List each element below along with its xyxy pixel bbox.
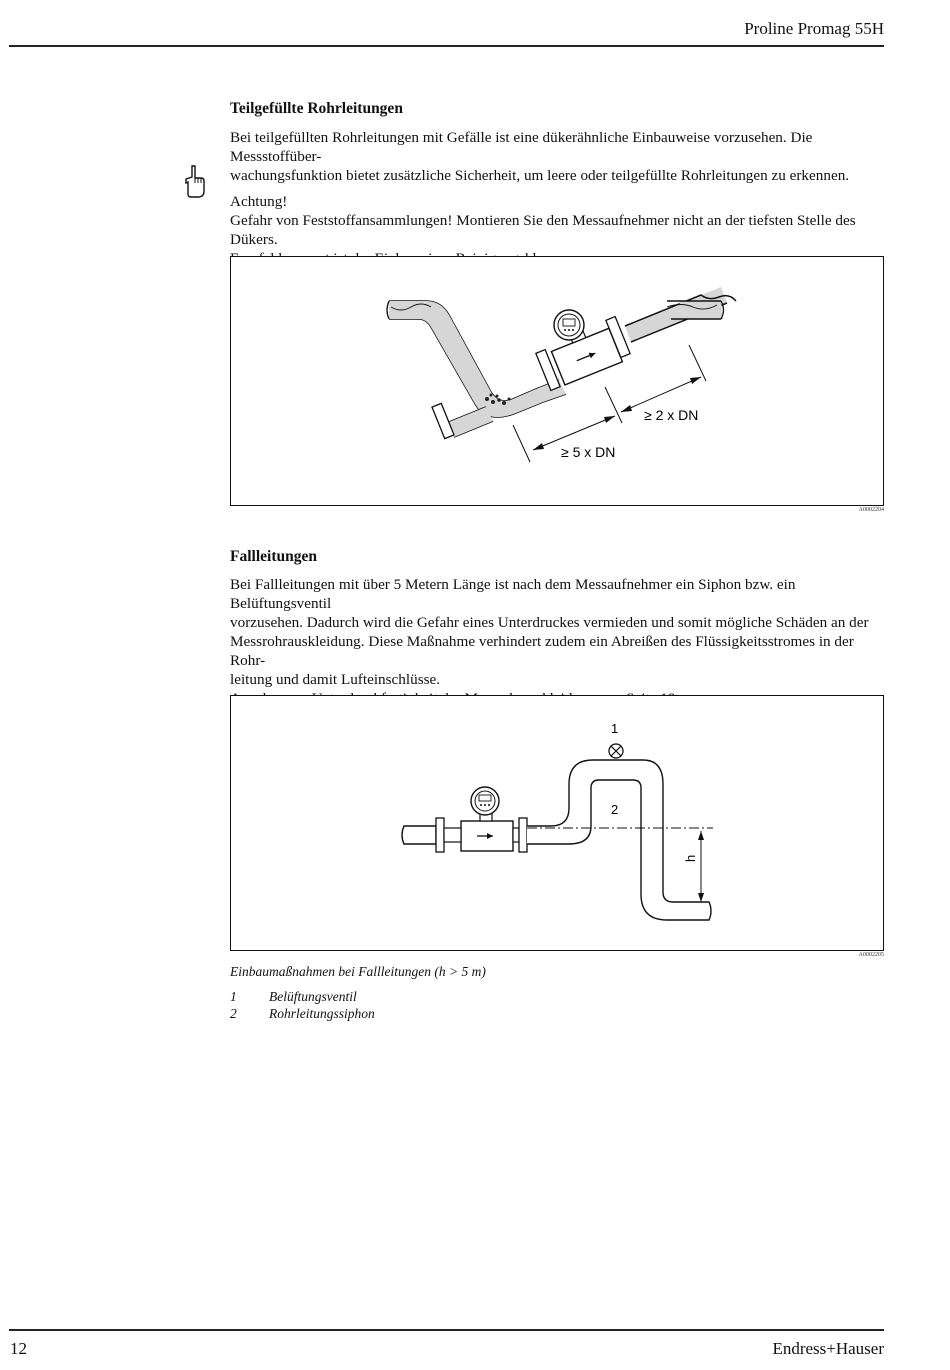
- caution-title: Achtung!: [230, 193, 288, 210]
- label-downstream-length: ≥ 2 x DN: [644, 407, 699, 423]
- paragraph-line: Messrohrauskleidung. Diese Maßnahme verhindert zudem ein Abreißen des Flüssigkeitsstromes in der Rohr-: [230, 633, 854, 669]
- paragraph-line: vorzusehen. Dadurch wird die Gefahr eines Unterdruckes vermieden und somit mögliche Schäden an der: [230, 614, 869, 631]
- footer-rule: [9, 1329, 884, 1331]
- figure-id: A0002205: [858, 952, 884, 958]
- transmitter-head: [554, 310, 584, 340]
- legend-text: Rohrleitungssiphon: [269, 1006, 375, 1021]
- section-downpipes: [230, 547, 884, 708]
- figure-id: A0002204: [858, 507, 884, 513]
- callout-2: 2: [611, 802, 619, 817]
- label-upstream-length: ≥ 5 x DN: [561, 444, 616, 460]
- figure-downpipe-installation: [230, 695, 884, 951]
- brand-name: Endress+Hauser: [772, 1339, 884, 1358]
- caution-line: Gefahr von Feststoffansammlungen! Montieren Sie den Messaufnehmer nicht an der tiefsten Stelle des Dükers.: [230, 212, 856, 248]
- vent-valve-icon: [609, 744, 623, 758]
- transmitter-head: [471, 787, 499, 815]
- legend-text: Belüftungsventil: [269, 989, 357, 1004]
- figure-caption: Einbaumaßnahmen bei Fallleitungen (h > 5 m): [230, 964, 486, 979]
- paragraph-line: wachungsfunktion bietet zusätzliche Sicherheit, um leere oder teilgefüllte Rohrleitungen zu erkennen.: [230, 167, 850, 184]
- legend-item: [230, 989, 357, 1005]
- downpipe-siphon-diagram: [231, 696, 883, 950]
- header-rule: [9, 45, 884, 47]
- caution-hand-icon: [183, 164, 207, 200]
- callout-1: 1: [611, 721, 619, 736]
- paragraph-line: Bei teilgefüllten Rohrleitungen mit Gefälle ist eine dükerähnliche Einbauweise vorzusehen. Die Messstoffüber-: [230, 129, 813, 165]
- label-h: h: [683, 854, 698, 862]
- section-partially-filled-pipes: [230, 99, 884, 268]
- legend-item: [230, 1006, 375, 1022]
- section-heading: Fallleitungen: [230, 548, 317, 565]
- paragraph-line: leitung und damit Lufteinschlüsse.: [230, 671, 441, 688]
- paragraph-line: Bei Fallleitungen mit über 5 Metern Länge ist nach dem Messaufnehmer ein Siphon bzw. ein Belüftungsventil: [230, 576, 796, 612]
- section-heading: Teilgefüllte Rohrleitungen: [230, 100, 403, 117]
- figure-siphon-installation: [230, 256, 884, 506]
- siphon-pipe-diagram: [231, 257, 883, 505]
- document-title: Proline Promag 55H: [744, 19, 884, 38]
- legend-number: 2: [230, 1006, 237, 1021]
- legend-number: 1: [230, 989, 237, 1004]
- page-number: 12: [10, 1339, 27, 1358]
